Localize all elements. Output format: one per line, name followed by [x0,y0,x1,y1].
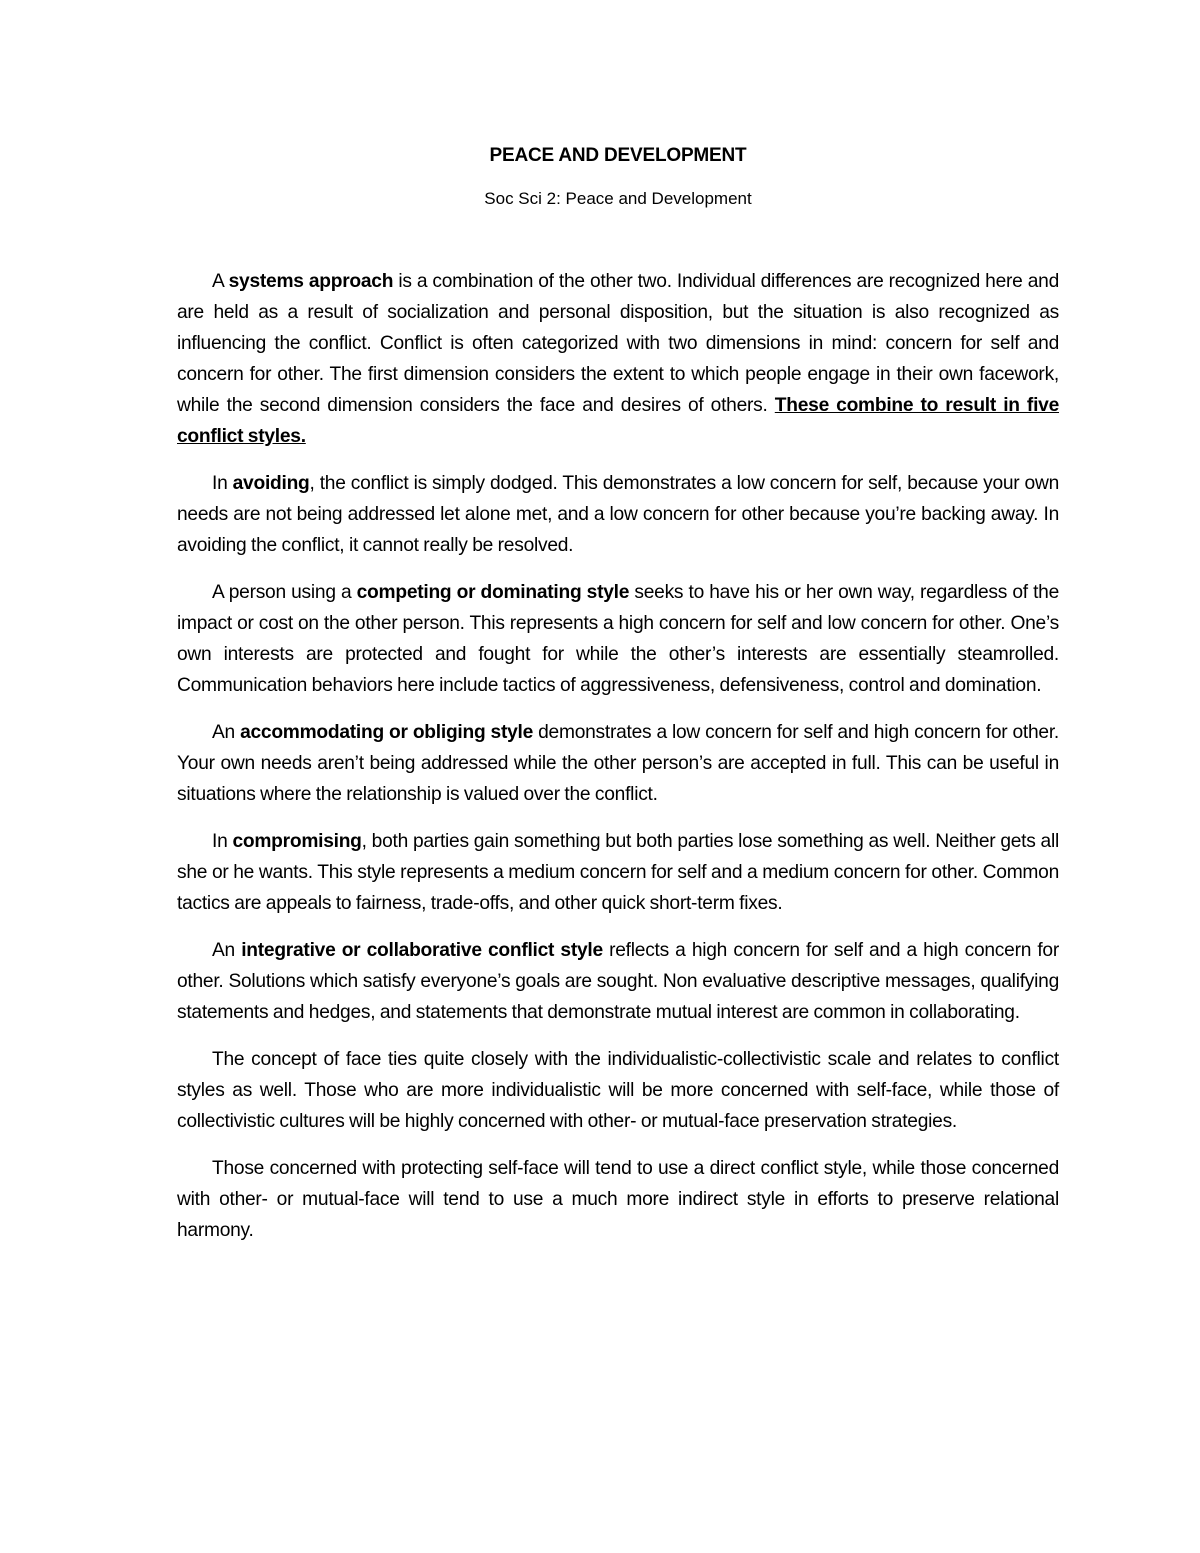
paragraph-text: , the conflict is simply dodged. This demonstrates a low concern for self, because your own needs are not being addressed let alone met, and a low concern for other because you’re backing away. In avoiding the conflict, it cannot really be resolved. [177,473,1059,556]
paragraph-text: seeks to have his or her own way, regardless of the impact or cost on the other person. This represents a high concern for self and low concern for other. One’s own interests are protected and fought for while the other’s interests are essentially steamrolled. Communication behaviors here include tactics of aggressiveness, defensiveness, control and domination. [177,582,1059,696]
paragraph-concept-of-face [177,1044,1059,1137]
key-term-avoiding: avoiding [232,473,310,494]
paragraph-compromising [177,826,1059,919]
document-subtitle: Soc Sci 2: Peace and Development [484,189,752,208]
paragraph-text: The concept of face ties quite closely with the individualistic-collectivistic scale and relates to conflict styles as well. Those who are more individualistic will be more concerned with self-face, while those of collectivistic cultures will be highly concerned with other- or mutual-face preservation strategies. [177,1049,1059,1132]
paragraph-lead: An [212,940,242,961]
paragraph-accommodating [177,717,1059,810]
paragraph-integrative [177,935,1059,1028]
key-term-systems-approach: systems approach [228,271,394,292]
paragraph-text: demonstrates a low concern for self and high concern for other. Your own needs aren’t being addressed while the other person’s are accepted in full. This can be useful in situations where the relationship is valued over the conflict. [177,722,1059,805]
document-body [177,266,1059,1246]
paragraph-lead: An [212,722,241,743]
paragraph-systems-approach [177,266,1059,452]
paragraph-competing [177,577,1059,701]
emphasis-five-conflict-styles: These combine to result in five conflict styles. [177,395,1059,447]
paragraph-text: reflects a high concern for self and a high concern for other. Solutions which satisfy everyone’s goals are sought. Non evaluative descriptive messages, qualifying statements and hedges, and statements that demonstrate mutual interest are common in collaborating. [177,940,1059,1023]
document-page [177,142,1059,1262]
paragraph-lead: A [212,271,229,292]
paragraph-text: is a combination of the other two. Individual differences are recognized here and are held as a result of socialization and personal disposition, but the situation is also recognized as influencing the conflict. Conflict is often categorized with two dimensions in mind: concern for self and concern for other. The first dimension considers the extent to which people engage in their own facework, while the second dimension considers the face and desires of others. [177,271,1059,416]
paragraph-avoiding [177,468,1059,561]
paragraph-lead: A person using a [212,582,357,603]
key-term-compromising: compromising [232,831,362,852]
key-term-accommodating: accommodating or obliging style [240,722,534,743]
paragraph-self-face [177,1153,1059,1246]
paragraph-text: , both parties gain something but both parties lose something as well. Neither gets all she or he wants. This style represents a medium concern for self and a medium concern for other. Common tactics are appeals to fairness, trade-offs, and other quick short-term fixes. [177,831,1059,914]
paragraph-text: Those concerned with protecting self-face will tend to use a direct conflict style, while those concerned with other- or mutual-face will tend to use a much more indirect style in efforts to preserve relational harmony. [177,1158,1059,1241]
key-term-integrative: integrative or collaborative conflict style [241,940,603,961]
paragraph-lead: In [212,831,233,852]
document-title: PEACE AND DEVELOPMENT [489,145,747,166]
paragraph-lead: In [212,473,233,494]
key-term-competing: competing or dominating style [356,582,630,603]
